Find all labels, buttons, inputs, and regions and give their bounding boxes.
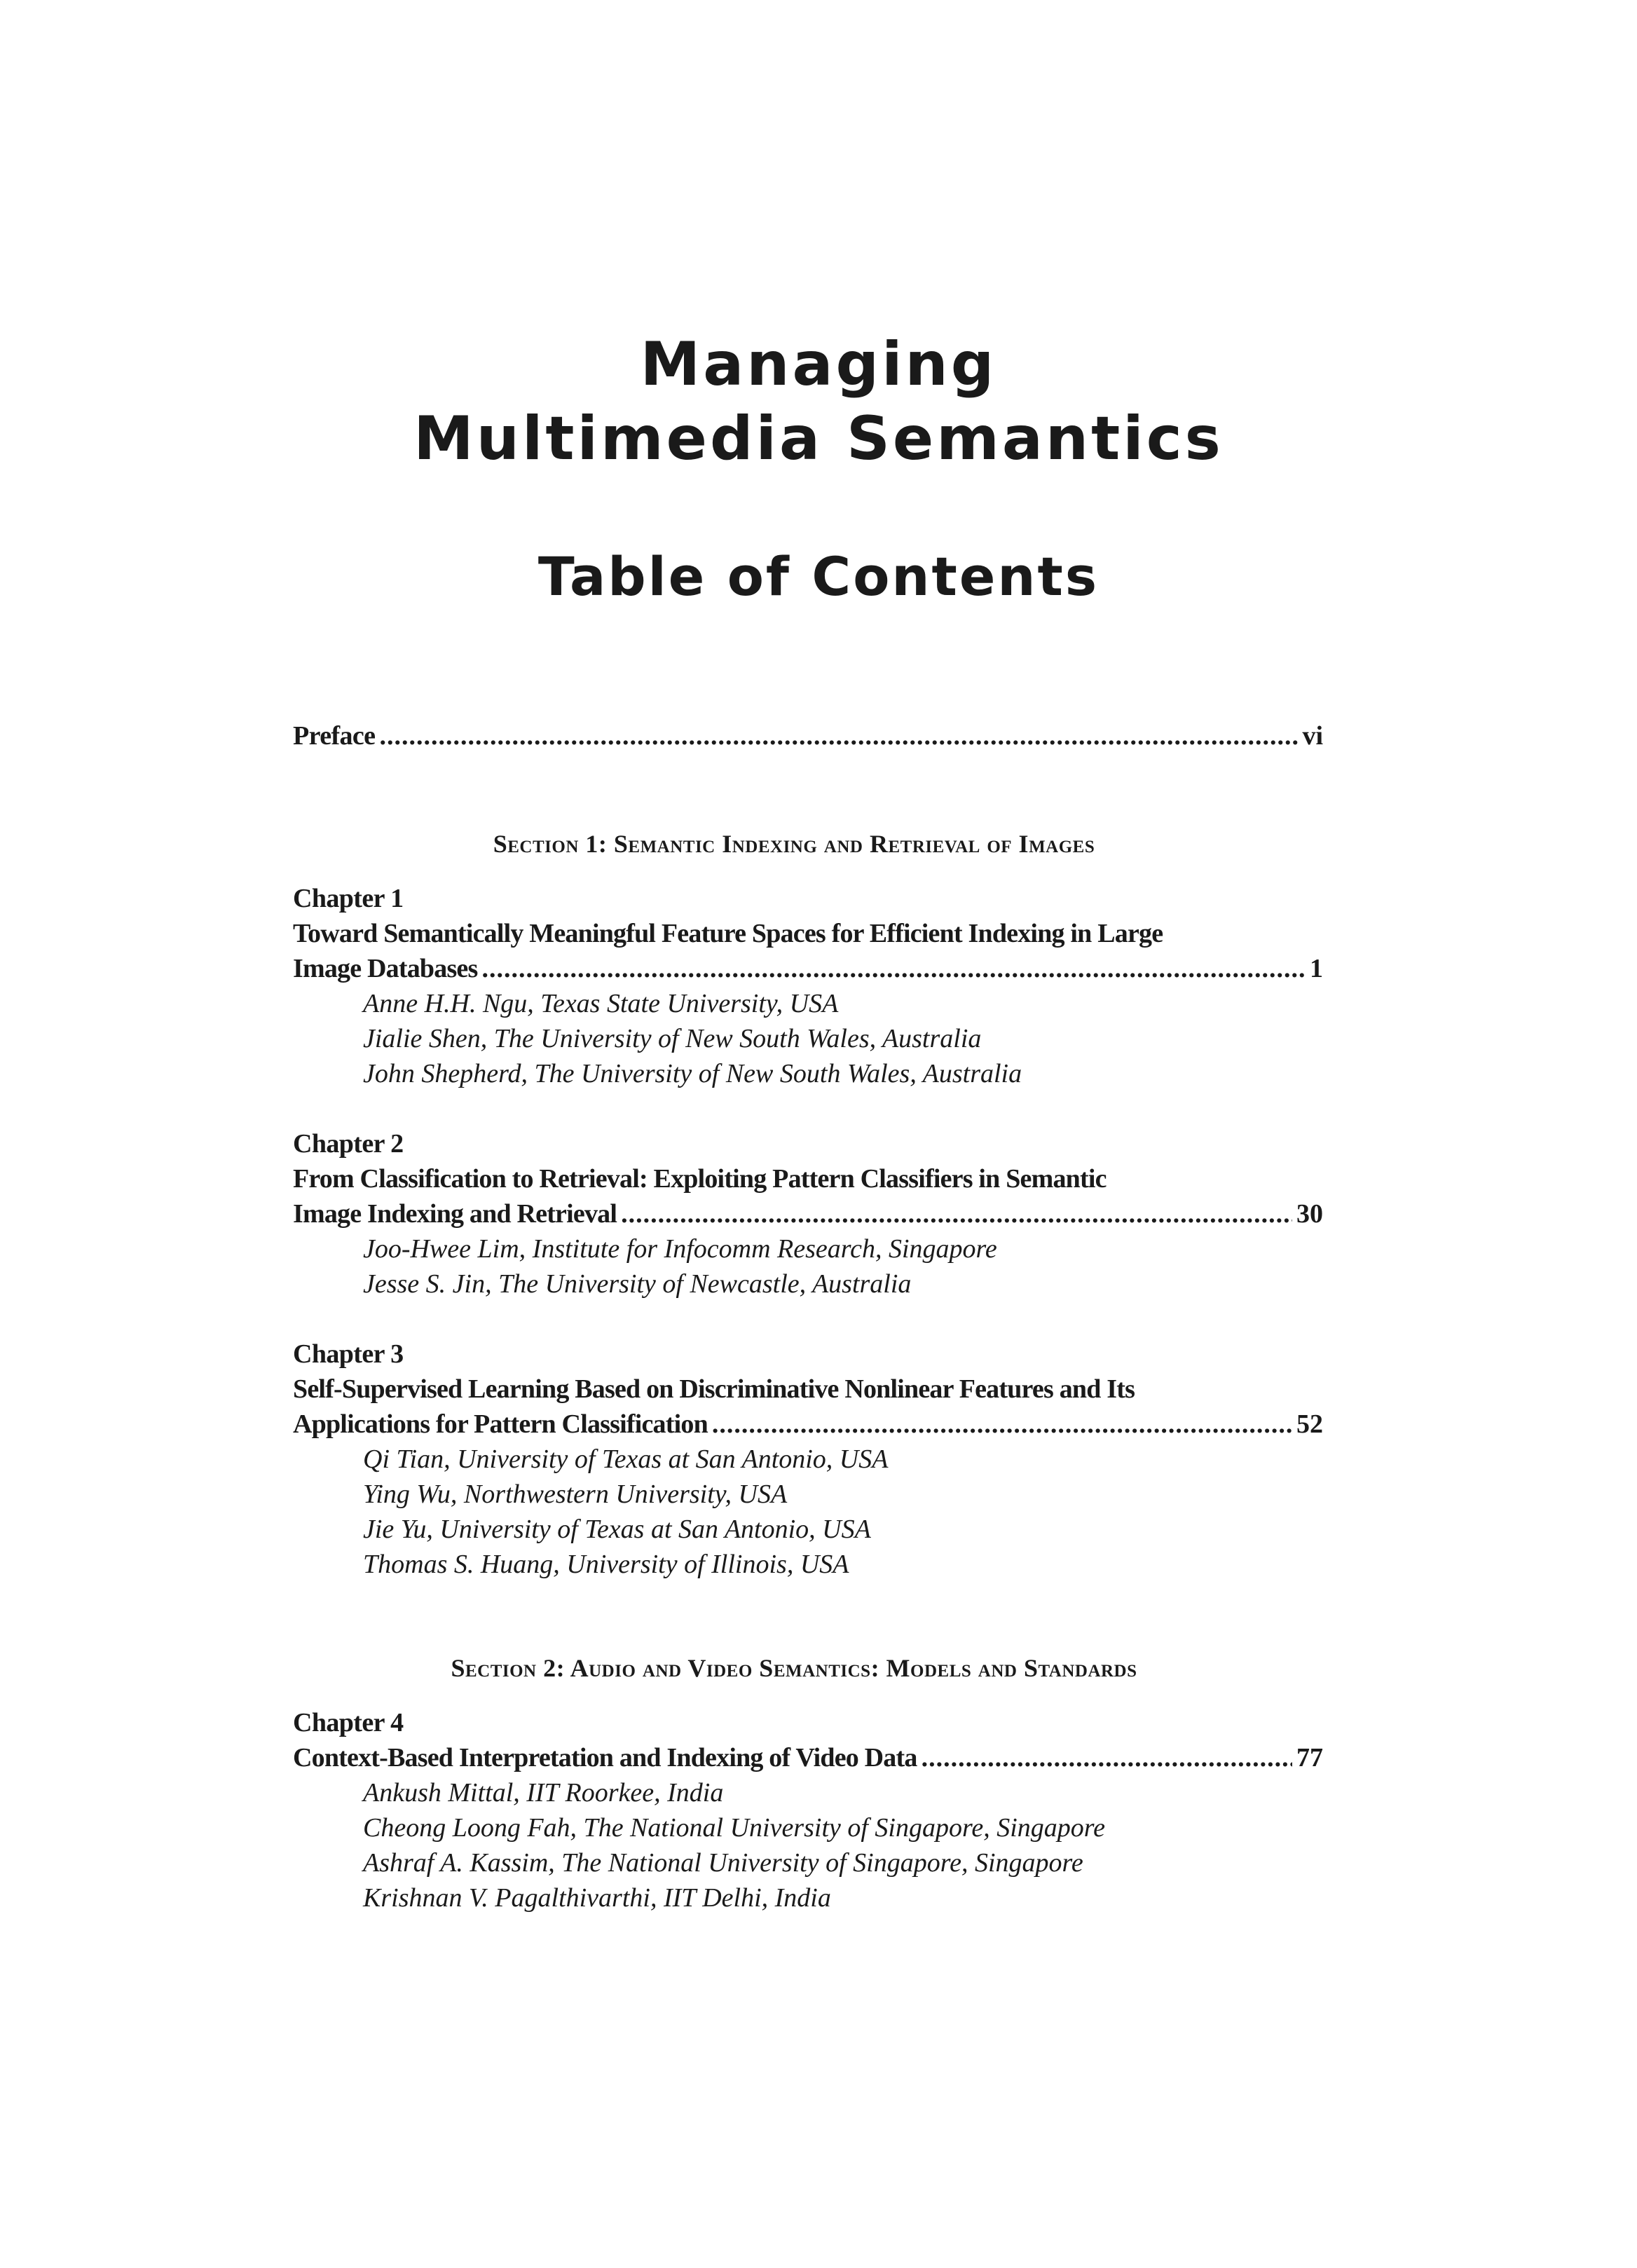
page-number: 1 — [1310, 954, 1323, 983]
author: Anne H.H. Ngu, Texas State University, USA — [363, 989, 839, 1018]
section-spacer — [293, 1617, 1323, 1651]
page-number: vi — [1302, 721, 1323, 751]
chapter-label: Chapter 1 — [293, 884, 404, 913]
book-title-line-2: Multimedia Semantics — [413, 404, 1224, 474]
chapter-title: Toward Semantically Meaningful Feature Spaces for Efficient Indexing in Large — [293, 919, 1163, 948]
page-number: 30 — [1296, 1199, 1323, 1229]
toc-heading: Table of Contents — [537, 545, 1100, 608]
chapter-title: Image Databases — [293, 954, 478, 983]
author: Jesse S. Jin, The University of Newcastle, Australia — [363, 1269, 912, 1299]
author: Ashraf A. Kassim, The National University of Singapore, Singapore — [363, 1848, 1083, 1878]
author: Jie Yu, University of Texas at San Antonio, USA — [363, 1515, 871, 1544]
toc-list — [293, 718, 1323, 1951]
page-number: 52 — [1296, 1409, 1323, 1439]
page-number: 77 — [1296, 1743, 1323, 1772]
author: Qi Tian, University of Texas at San Antonio, USA — [363, 1444, 889, 1474]
chapter-label: Chapter 3 — [293, 1339, 404, 1369]
chapter-title: Context-Based Interpretation and Indexing of Video Data — [293, 1743, 917, 1772]
author: Jialie Shen, The University of New South Wales, Australia — [363, 1024, 982, 1053]
chapter-label: Chapter 4 — [293, 1708, 404, 1737]
author: Cheong Loong Fah, The National University of Singapore, Singapore — [363, 1813, 1106, 1843]
dot-leader — [922, 1740, 1292, 1775]
toc-entry-chapter-2[interactable] — [293, 1126, 1323, 1302]
toc-entry-preface[interactable] — [293, 718, 1323, 753]
author: Krishnan V. Pagalthivarthi, IIT Delhi, India — [363, 1883, 831, 1913]
author: Ankush Mittal, IIT Roorkee, India — [363, 1778, 724, 1808]
toc-entry-chapter-4[interactable] — [293, 1705, 1323, 1915]
author: John Shepherd, The University of New South Wales, Australia — [363, 1059, 1022, 1088]
dot-leader — [712, 1407, 1292, 1442]
dot-leader — [621, 1196, 1292, 1231]
chapter-label: Chapter 2 — [293, 1129, 404, 1159]
toc-entry-chapter-3[interactable] — [293, 1337, 1323, 1582]
preface-label: Preface — [293, 721, 376, 751]
toc-entry-chapter-1[interactable] — [293, 881, 1323, 1091]
chapter-title: Image Indexing and Retrieval — [293, 1199, 617, 1229]
author: Thomas S. Huang, University of Illinois, USA — [363, 1550, 849, 1579]
chapter-title: From Classification to Retrieval: Exploiting Pattern Classifiers in Semantic — [293, 1164, 1107, 1194]
section-title: Section 1: Semantic Indexing and Retrieval of Images — [493, 830, 1095, 858]
chapter-title: Applications for Pattern Classification — [293, 1409, 708, 1439]
section-title: Section 2: Audio and Video Semantics: Models and Standards — [451, 1654, 1137, 1682]
dot-leader — [481, 951, 1306, 986]
chapter-title: Self-Supervised Learning Based on Discriminative Nonlinear Features and Its — [293, 1374, 1135, 1404]
author: Ying Wu, Northwestern University, USA — [363, 1480, 788, 1509]
book-title-line-1: Managing — [640, 329, 997, 399]
author: Joo-Hwee Lim, Institute for Infocomm Research, Singapore — [363, 1234, 997, 1264]
dot-leader — [379, 718, 1298, 753]
